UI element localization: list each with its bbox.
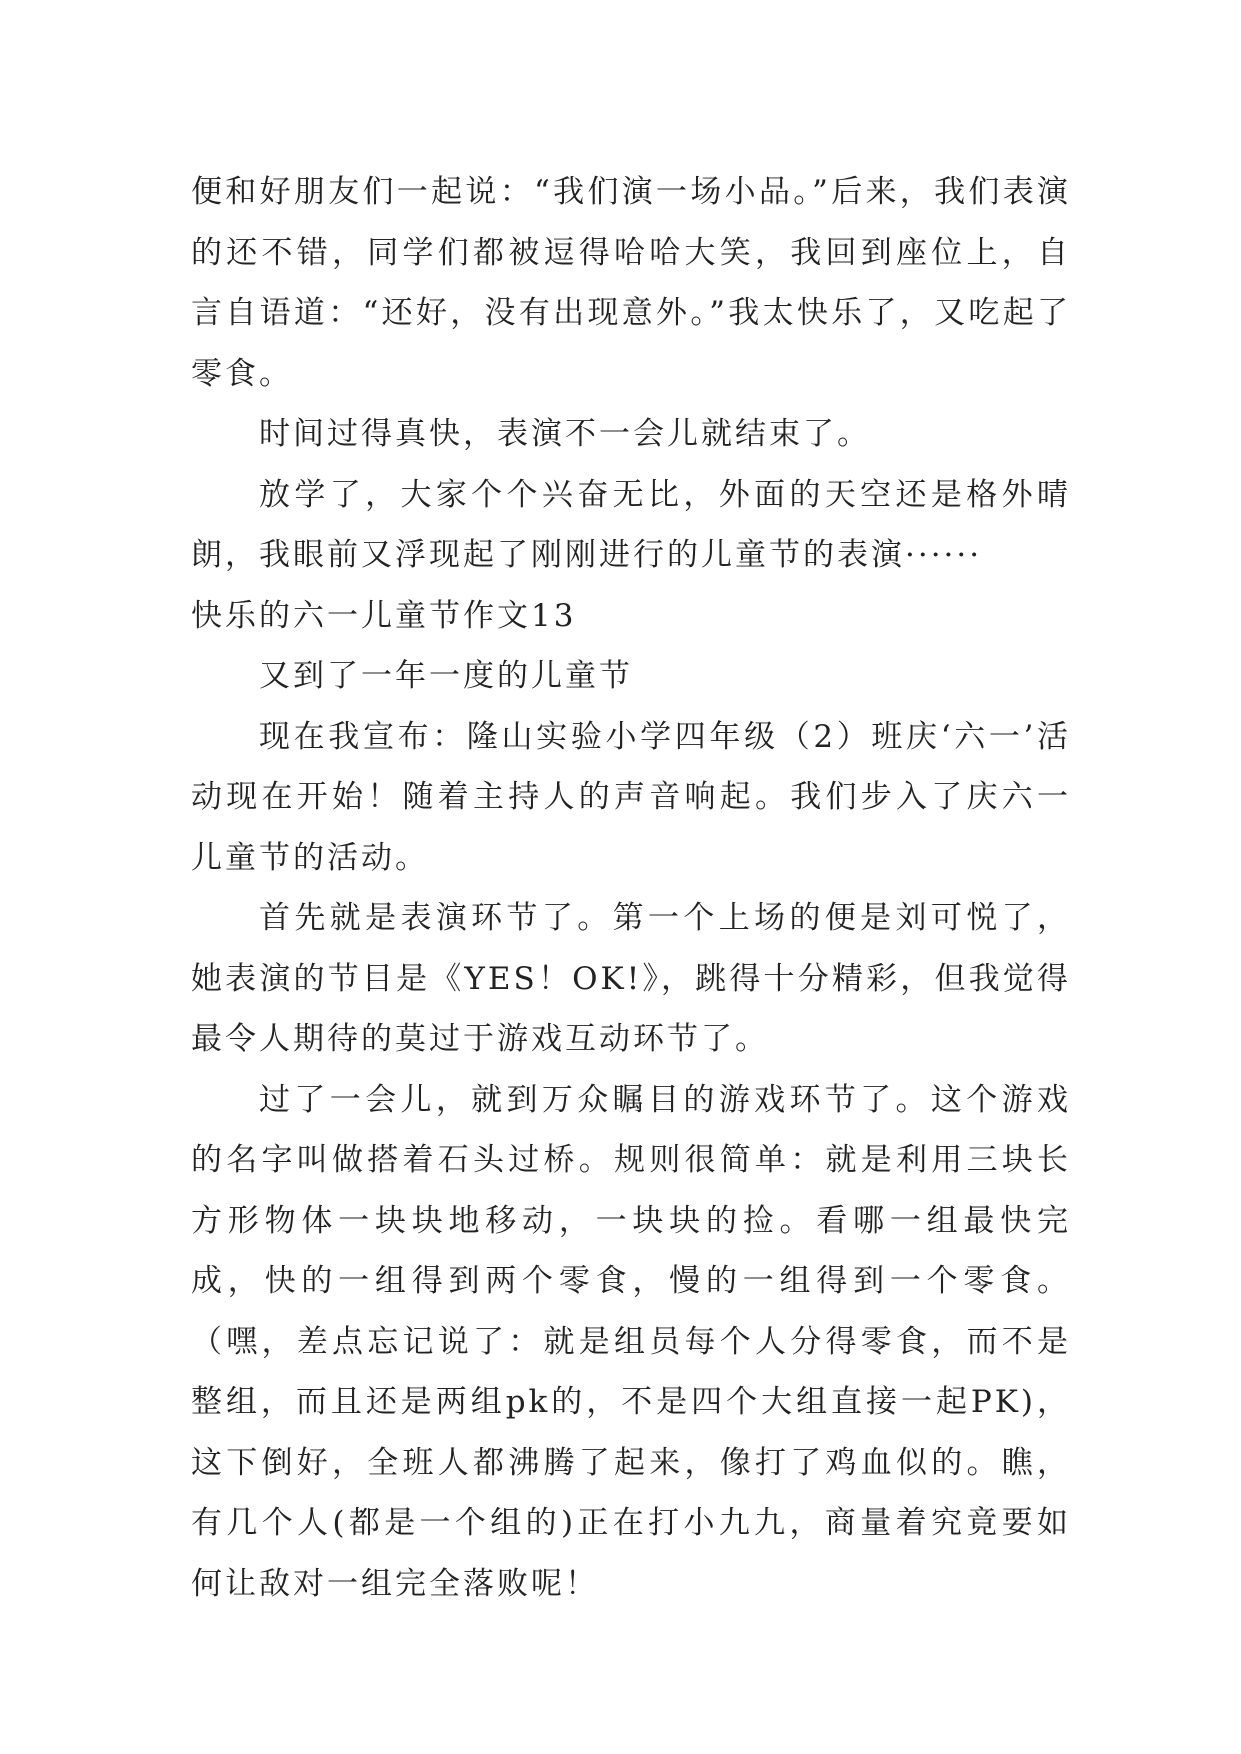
document-body bbox=[191, 162, 1071, 1614]
paragraph: 现在我宣布：隆山实验小学四年级（2）班庆‘六一’活动现在开始！随着主持人的声音响起。我们步入了庆六一儿童节的活动。 bbox=[191, 718, 1071, 876]
paragraph: 首先就是表演环节了。第一个上场的便是刘可悦了，她表演的节目是《YES！OK!》，跳得十分精彩，但我觉得最令人期待的莫过于游戏互动环节了。 bbox=[191, 900, 1071, 1057]
section-title: 快乐的六一儿童节作文13 bbox=[191, 597, 577, 634]
paragraph: 便和好朋友们一起说：“我们演一场小品。”后来，我们表演的还不错，同学们都被逗得哈哈大笑，我回到座位上，自言自语道：“还好，没有出现意外。”我太快乐了，又吃起了零食。 bbox=[191, 174, 1071, 392]
paragraph: 放学了，大家个个兴奋无比，外面的天空还是格外晴朗，我眼前又浮现起了刚刚进行的儿童节的表演······ bbox=[191, 476, 1071, 573]
paragraph: 时间过得真快，表演不一会儿就结束了。 bbox=[259, 416, 871, 452]
paragraph: 又到了一年一度的儿童节 bbox=[259, 658, 633, 694]
paragraph: 过了一会儿，就到万众瞩目的游戏环节了。这个游戏的名字叫做搭着石头过桥。规则很简单：就是利用三块长方形物体一块块地移动，一块块的捡。看哪一组最快完成，快的一组得到两个零食，慢的一组得到一个零食。（嘿，差点忘记说了：就是组员每个人分得零食，而不是整组，而且还是两组pk的，不是四个大组直接一起PK)，这下倒好，全班人都沸腾了起来，像打了鸡血似的。瞧，有几个人(都是一个组的)正在打小九九，商量着究竟要如何让敌对一组完全落败呢！ bbox=[191, 1081, 1071, 1602]
